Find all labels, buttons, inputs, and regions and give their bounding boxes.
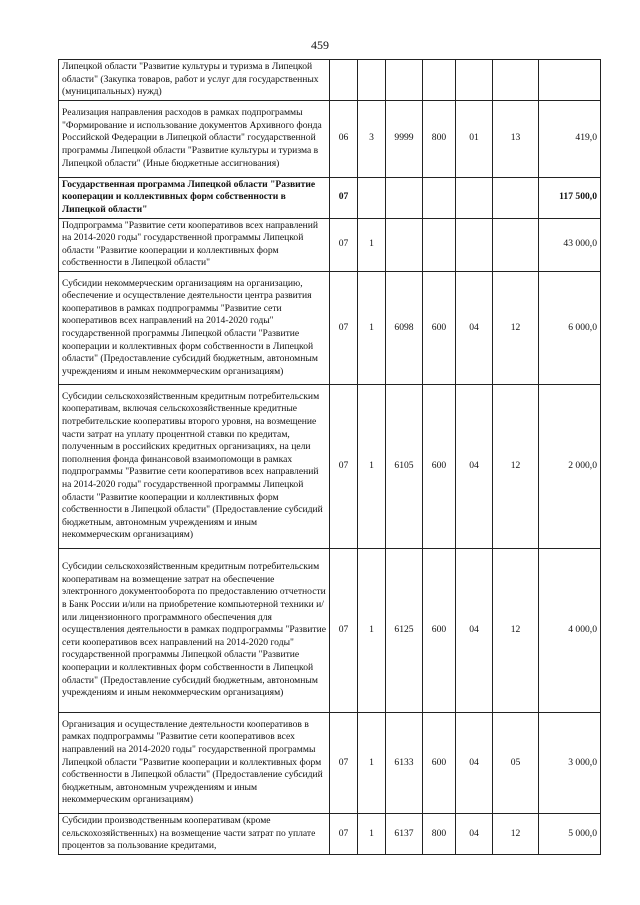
row-direction-code: 9999 — [386, 100, 423, 177]
row-direction-code: 6105 — [386, 384, 423, 548]
row-section: 04 — [456, 712, 493, 813]
row-program-code — [330, 60, 358, 101]
row-amount — [539, 60, 601, 101]
row-subprogram-code: 1 — [358, 218, 386, 271]
row-description: Субсидии сельскохозяйственным кредитным потребительским кооперативам на возмещение затрат на обеспечение электронного документооборота по предоставлению отчетности в Банк России и/или на приобретение компьютерной техники и/или лицензионного программного обеспечения для осуществления деятельности в рамках подпрограммы "Развитие сети кооперативов всех направлений на 2014-2020 годы" государственной программы Липецкой области "Развитие кооперации и коллективных форм собственности в Липецкой области" (Предоставление субсидий бюджетным, автономным учреждениям и иным некоммерческим организациям) — [59, 548, 330, 712]
row-description: Подпрограмма "Развитие сети кооперативов всех направлений на 2014-2020 годы" государственной программы Липецкой области "Развитие кооперации и коллективных форм собственности в Липецкой области" — [59, 218, 330, 271]
row-amount: 4 000,0 — [539, 548, 601, 712]
row-subsection: 12 — [493, 813, 539, 854]
row-program-code: 07 — [330, 548, 358, 712]
row-section — [456, 177, 493, 218]
row-description: Липецкой области "Развитие культуры и туризма в Липецкой области" (Закупка товаров, работ и услуг для государственных (муниципальных) нужд) — [59, 60, 330, 101]
table-row — [59, 100, 601, 177]
row-subsection: 13 — [493, 100, 539, 177]
row-direction-code: 6098 — [386, 271, 423, 384]
row-subsection: 12 — [493, 384, 539, 548]
row-program-code: 07 — [330, 384, 358, 548]
row-subsection: 12 — [493, 271, 539, 384]
table-row — [59, 712, 601, 813]
row-amount: 43 000,0 — [539, 218, 601, 271]
table-row — [59, 384, 601, 548]
table-row — [59, 60, 601, 101]
budget-table — [58, 59, 601, 855]
row-subsection: 12 — [493, 548, 539, 712]
row-subprogram-code: 3 — [358, 100, 386, 177]
page-number: 459 — [311, 38, 329, 52]
row-section: 04 — [456, 813, 493, 854]
row-expense-type — [423, 177, 456, 218]
row-expense-type: 800 — [423, 813, 456, 854]
row-direction-code: 6125 — [386, 548, 423, 712]
row-expense-type: 600 — [423, 271, 456, 384]
table-row — [59, 271, 601, 384]
row-program-code: 07 — [330, 271, 358, 384]
row-amount: 2 000,0 — [539, 384, 601, 548]
row-subprogram-code: 1 — [358, 712, 386, 813]
row-expense-type: 600 — [423, 548, 456, 712]
row-subsection — [493, 218, 539, 271]
row-direction-code — [386, 218, 423, 271]
row-expense-type: 800 — [423, 100, 456, 177]
row-subprogram-code: 1 — [358, 548, 386, 712]
row-amount: 117 500,0 — [539, 177, 601, 218]
row-program-code: 07 — [330, 218, 358, 271]
table-row — [59, 218, 601, 271]
row-description: Субсидии сельскохозяйственным кредитным потребительским кооперативам, включая сельскохозяйственные кредитные потребительские кооперативы второго уровня, на возмещение части затрат на уплату процентной ставки по кредитам, полученным в российских кредитных организациях, на цели пополнения фонда финансовой взаимопомощи в рамках подпрограммы "Развитие сети кооперативов всех направлений на 2014-2020 годы" государственной программы Липецкой области "Развитие кооперации и коллективных форм собственности в Липецкой области" (Предоставление субсидий бюджетным, автономным учреждениям и иным некоммерческим организациям) — [59, 384, 330, 548]
row-amount: 5 000,0 — [539, 813, 601, 854]
row-description: Реализация направления расходов в рамках подпрограммы "Формирование и использование документов Архивного фонда Российской Федерации в Липецкой области" государственной программы Липецкой области "Развитие культуры и туризма в Липецкой области" (Иные бюджетные ассигнования) — [59, 100, 330, 177]
row-direction-code: 6137 — [386, 813, 423, 854]
table-row — [59, 813, 601, 854]
row-section — [456, 218, 493, 271]
row-section: 04 — [456, 548, 493, 712]
row-description: Субсидии некоммерческим организациям на организацию, обеспечение и осуществление деятельности центра развития кооперативов в рамках подпрограммы "Развитие сети кооперативов всех направлений на 2014-2020 годы" государственной программы Липецкой области "Развитие кооперации и коллективных форм собственности в Липецкой области" (Предоставление субсидий бюджетным, автономным учреждениям и иным некоммерческим организациям) — [59, 271, 330, 384]
row-subprogram-code — [358, 177, 386, 218]
row-subprogram-code — [358, 60, 386, 101]
budget-table-body — [59, 60, 601, 855]
row-subprogram-code: 1 — [358, 813, 386, 854]
row-description: Государственная программа Липецкой области "Развитие кооперации и коллективных форм собственности в Липецкой области" — [59, 177, 330, 218]
row-expense-type — [423, 60, 456, 101]
row-subsection: 05 — [493, 712, 539, 813]
row-amount: 3 000,0 — [539, 712, 601, 813]
row-expense-type: 600 — [423, 712, 456, 813]
row-program-code: 07 — [330, 813, 358, 854]
table-row — [59, 177, 601, 218]
row-amount: 419,0 — [539, 100, 601, 177]
row-section: 04 — [456, 271, 493, 384]
row-subsection — [493, 60, 539, 101]
row-direction-code — [386, 177, 423, 218]
row-program-code: 07 — [330, 712, 358, 813]
row-direction-code — [386, 60, 423, 101]
row-program-code: 07 — [330, 177, 358, 218]
row-description: Организация и осуществление деятельности кооперативов в рамках подпрограммы "Развитие сети кооперативов всех направлений на 2014-2020 годы" государственной программы Липецкой области "Развитие кооперации и коллективных форм собственности в Липецкой области" (Предоставление субсидий бюджетным, автономным учреждениям и иным некоммерческим организациям) — [59, 712, 330, 813]
row-section — [456, 60, 493, 101]
row-subsection — [493, 177, 539, 218]
row-program-code: 06 — [330, 100, 358, 177]
row-expense-type — [423, 218, 456, 271]
row-section: 04 — [456, 384, 493, 548]
row-direction-code: 6133 — [386, 712, 423, 813]
row-amount: 6 000,0 — [539, 271, 601, 384]
row-subprogram-code: 1 — [358, 271, 386, 384]
table-row — [59, 548, 601, 712]
row-section: 01 — [456, 100, 493, 177]
row-expense-type: 600 — [423, 384, 456, 548]
row-subprogram-code: 1 — [358, 384, 386, 548]
row-description: Субсидии производственным кооперативам (кроме сельскохозяйственных) на возмещение части затрат по уплате процентов за пользование кредитами, — [59, 813, 330, 854]
